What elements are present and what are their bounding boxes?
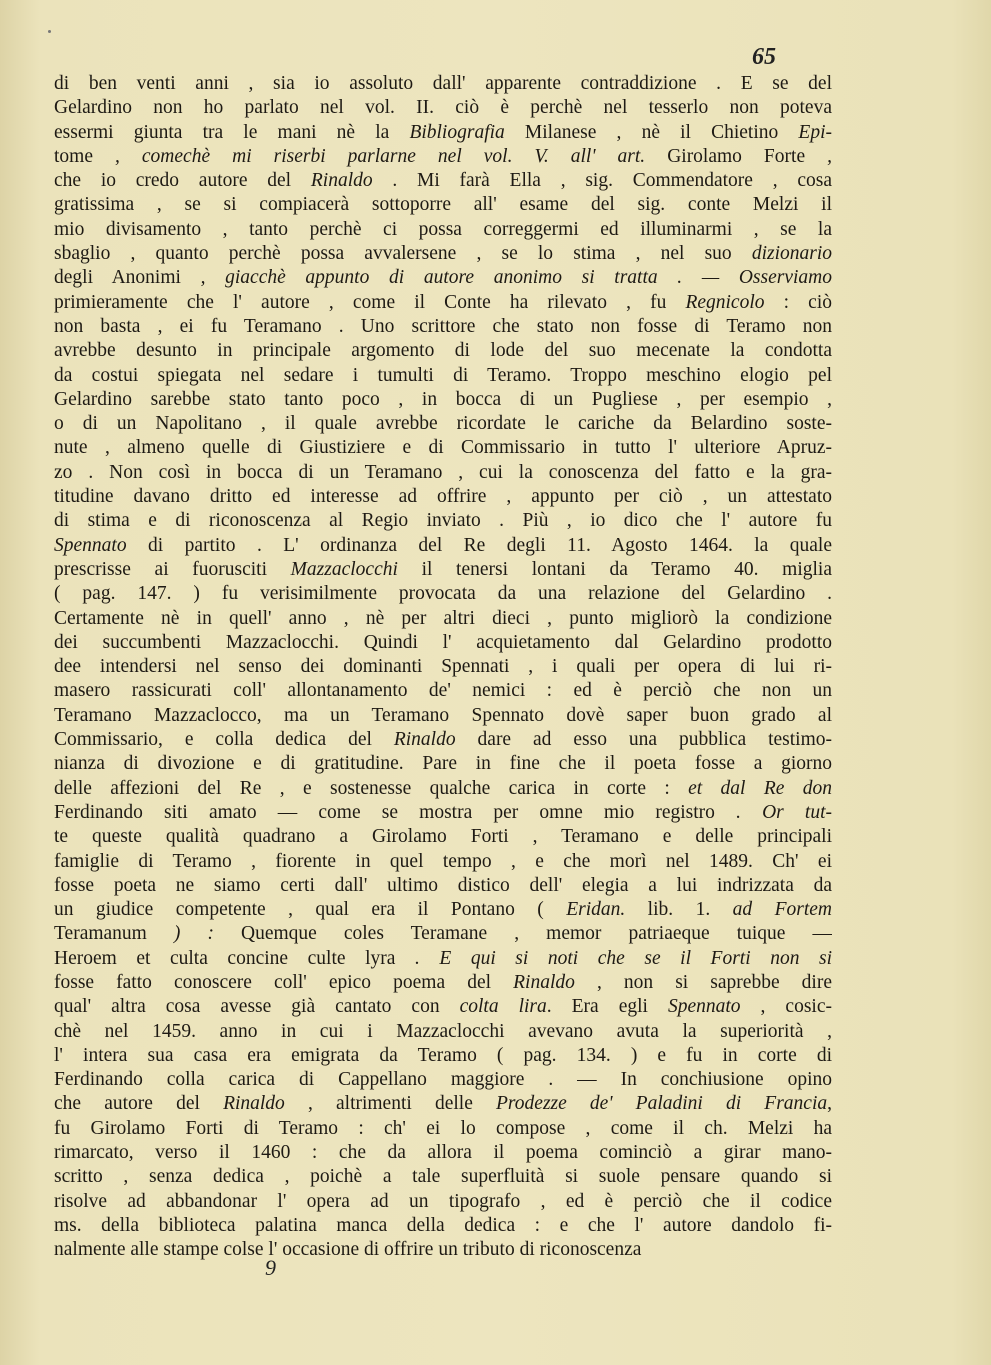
text-line: mio divisamento , tanto perchè ci possa correggermi ed illuminarmi , se la (54, 218, 832, 240)
text-line: dee intendersi nel senso dei dominanti Spennati , i quali per opera di lui ri- (54, 656, 832, 678)
text-line: nalmente alle stampe colse l' occasione di offrire un tributo di riconoscenza (54, 1239, 642, 1261)
text-line: primieramente che l' autore , come il Conte ha rilevato , fu Regnicolo : ciò (54, 291, 832, 313)
text-line: di ben venti anni , sia io assoluto dall' apparente contraddizione . E se del (54, 73, 832, 94)
text-line: te queste qualità quadrano a Girolamo Forti , Teramano e delle principali (54, 826, 832, 848)
text-line: delle affezioni del Re , e sostenesse qualche carica in corte : et dal Re don (54, 777, 832, 799)
text-line: un giudice competente , qual era il Pontano ( Eridan. lib. 1. ad Fortem (54, 899, 832, 921)
text-line: che autore del Rinaldo , altrimenti delle Prodezze de' Paladini di Francia, (54, 1093, 832, 1115)
text-line: Teramano Mazzaclocco, ma un Teramano Spennato dovè saper buon grado al (54, 704, 832, 726)
signature-mark: 9 (265, 1255, 276, 1280)
text-line: non basta , ei fu Teramano . Uno scrittore che stato non fosse di Teramo non (54, 315, 832, 337)
text-line: zo . Non così in bocca di un Teramano , cui la conoscenza del fatto e la gra- (54, 461, 832, 483)
text-line: Commissario, e colla dedica del Rinaldo dare ad esso una pubblica testimo- (54, 729, 832, 751)
text-line: ms. della biblioteca palatina manca della dedica : e che l' autore dandolo fi- (54, 1214, 832, 1236)
text-line: ( pag. 147. ) fu verisimilmente provocata da una relazione del Gelardino . (54, 583, 832, 605)
text-line: masero rassicurati coll' allontanamento de' nemici : ed è perciò che non un (54, 680, 832, 702)
text-line: essermi giunta tra le mani nè la Bibliografia Milanese , nè il Chietino Epi- (54, 121, 832, 143)
text-line: Teramanum ) : Quemque coles Teramane , memor patriaeque tuique — (54, 923, 832, 945)
text-line: nute , almeno quelle di Giustiziere e di Commissario in tutto l' ulteriore Apruz- (54, 437, 832, 459)
text-line: chè nel 1459. anno in cui i Mazzaclocchi avevano avuta la superiorità , (54, 1020, 832, 1042)
text-line: da costui spiegata nel sedare i tumulti di Teramo. Troppo meschino elogio pel (54, 364, 832, 386)
text-line: scritto , senza dedica , poichè a tale superfluità si suole pensare quando si (54, 1166, 832, 1188)
text-line: avrebbe desunto in principale argomento di lode del suo mecenate la condotta (54, 340, 832, 362)
text-line: fosse fatto conoscere coll' epico poema del Rinaldo , non si saprebbe dire (54, 971, 832, 993)
text-line: rimarcato, verso il 1460 : che da allora il poema cominciò a girar mano- (54, 1142, 832, 1164)
text-line: risolve ad abbandonar l' opera ad un tipografo , ed è perciò che il codice (54, 1190, 832, 1212)
text-line: fosse poeta ne siamo certi dall' ultimo distico dell' elegia a lui indrizzata da (54, 874, 832, 896)
text-line: Heroem et culta concine culte lyra . E qui si noti che se il Forti non si (54, 947, 832, 969)
page-number: 65 (752, 44, 776, 70)
text-line: gratissima , se si compiacerà sottoporre all' esame del sig. conte Melzi il (54, 194, 832, 216)
text-line: Spennato di partito . L' ordinanza del Re degli 11. Agosto 1464. la quale (54, 534, 832, 556)
text-line: o di un Napolitano , il quale avrebbe ricordate le cariche da Belardino soste- (54, 413, 832, 435)
body-text (54, 72, 832, 1263)
text-line: Certamente nè in quell' anno , nè per altri dieci , punto migliorò la condizione (54, 607, 832, 629)
text-line: Ferdinando colla carica di Cappellano maggiore . — In conchiusione opino (54, 1069, 832, 1091)
text-line: Ferdinando siti amato — come se mostra per omne mio registro . Or tut- (54, 801, 832, 823)
text-line: fu Girolamo Forti di Teramo : ch' ei lo compose , come il ch. Melzi ha (54, 1117, 832, 1139)
text-line: nianza di divozione e di gratitudine. Pare in fine che il poeta fosse a giorno (54, 753, 832, 775)
text-line: l' intera sua casa era emigrata da Teramo ( pag. 134. ) e fu in corte di (54, 1044, 832, 1066)
text-line: Gelardino non ho parlato nel vol. II. ciò è perchè nel tesserlo non poteva (54, 97, 832, 119)
text-line: Gelardino sarebbe stato tanto poco , in bocca di un Pugliese , per esempio , (54, 388, 832, 410)
text-line: che io credo autore del Rinaldo . Mi farà Ella , sig. Commendatore , cosa (54, 170, 832, 192)
text-line: sbaglio , quanto perchè possa avvalersene , se lo stima , nel suo dizionario (54, 243, 832, 265)
text-line: dei succumbenti Mazzaclocchi. Quindi l' acquietamento dal Gelardino prodotto (54, 631, 832, 653)
text-line: tome , comechè mi riserbi parlarne nel vol. V. all' art. Girolamo Forte , (54, 145, 832, 167)
text-line: titudine davano dritto ed interesse ad offrire , appunto per ciò , un attestato (54, 486, 832, 508)
ink-speck (48, 30, 51, 33)
text-line: di stima e di riconoscenza al Regio inviato . Più , io dico che l' autore fu (54, 510, 832, 532)
text-line: degli Anonimi , giacchè appunto di autore anonimo si tratta . — Osserviamo (54, 267, 832, 289)
text-line: prescrisse ai fuorusciti Mazzaclocchi il tenersi lontani da Teramo 40. miglia (54, 558, 832, 580)
text-line: famiglie di Teramo , fiorente in quel tempo , e che morì nel 1489. Ch' ei (54, 850, 832, 872)
text-line: qual' altra cosa avesse già cantato con colta lira. Era egli Spennato , cosic- (54, 996, 832, 1018)
